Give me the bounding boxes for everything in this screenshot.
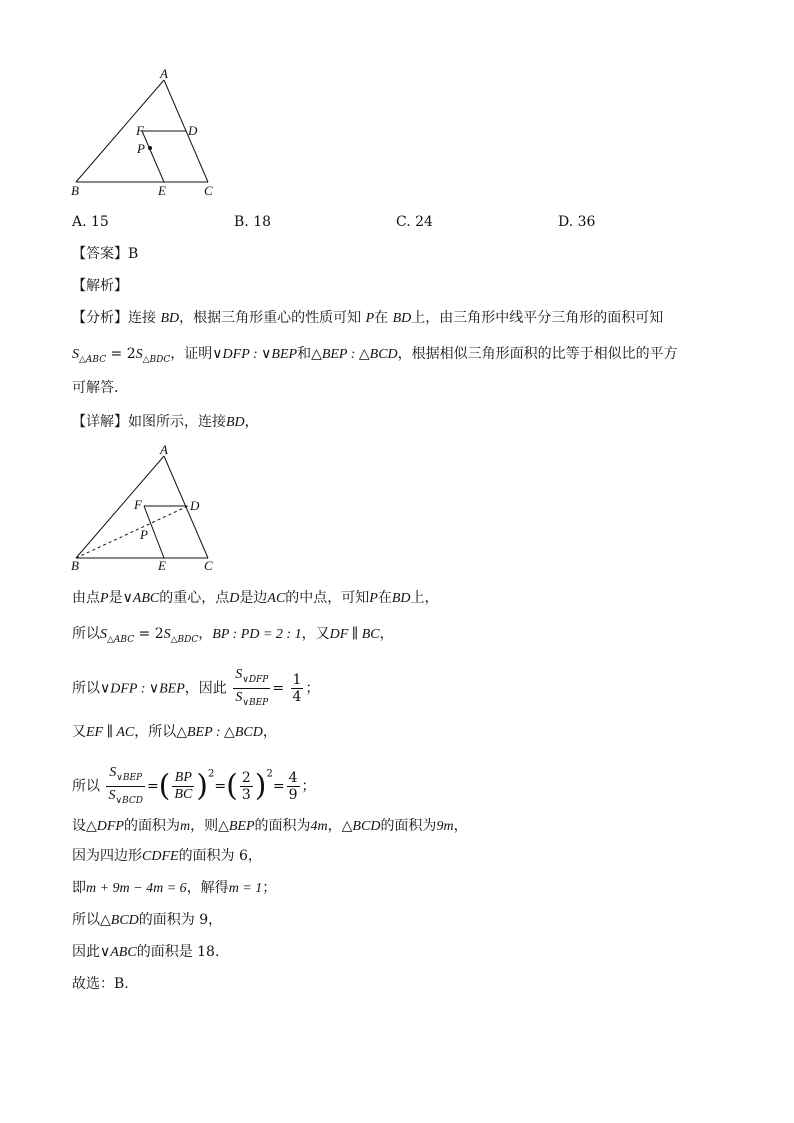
step-text: ，因此: [184, 680, 227, 697]
area-symbol: S: [72, 347, 79, 362]
label-a: A: [160, 442, 168, 457]
fenxi-tag: 【分析】: [72, 310, 128, 326]
exponent: 2: [266, 768, 273, 780]
segment-bd: BD: [226, 415, 245, 430]
equals-sign: =: [272, 778, 285, 795]
area-ratio-fraction: [106, 764, 144, 809]
area-subscript: △ABC: [79, 355, 107, 365]
left-paren: (: [158, 768, 171, 804]
denominator: 9: [288, 787, 298, 803]
step-text: ，: [327, 818, 342, 834]
step-7: [72, 846, 262, 867]
label-b: B: [71, 183, 79, 198]
step-text: 因为四边形: [72, 848, 142, 864]
step-text: ，: [379, 626, 394, 642]
figure-2-lines: [76, 456, 208, 558]
step-9: [72, 910, 222, 931]
step-text: 即: [72, 880, 86, 896]
step-10: [72, 942, 219, 963]
step-text: 所以: [72, 778, 100, 795]
step-text: 是边: [239, 590, 268, 606]
triangle-bep: △BEP: [218, 819, 255, 834]
detail-text: ，: [244, 414, 259, 430]
area-symbol: S: [163, 627, 171, 642]
ratio-expr: BP : PD = 2 : 1: [212, 627, 302, 642]
segment-ab: [76, 456, 164, 558]
numerator: 2: [241, 770, 251, 786]
parallel-expr: EF ∥ AC: [86, 725, 135, 740]
area-symbol: S: [135, 347, 143, 362]
equation-text: = 2: [106, 346, 136, 362]
analysis-line-2: [72, 344, 678, 370]
equation: m + 9m − 4m = 6: [86, 881, 187, 896]
step-text: ；: [301, 778, 316, 795]
area-ratio-fraction: [233, 666, 270, 711]
geometry-figure-2: [64, 442, 234, 578]
similarity-expr: △BEP : △BCD: [176, 725, 263, 740]
answer-value: B: [128, 246, 139, 262]
analysis-line-3: 可解答.: [72, 380, 119, 396]
step-1: [72, 588, 439, 609]
area-symbol: S: [109, 765, 117, 780]
fraction-two-thirds: [240, 770, 253, 803]
step-text: 的重心，点: [159, 590, 230, 606]
step-text: 上，: [410, 590, 439, 606]
var-m: m: [179, 819, 191, 834]
option-a: A. 15: [72, 214, 109, 230]
step-text: 的面积为: [380, 818, 437, 834]
triangle-bcd: △BCD: [341, 819, 381, 834]
analysis-tag: 【解析】: [72, 278, 128, 294]
step-text: 的面积为 9，: [138, 912, 223, 928]
step-3: [72, 666, 319, 711]
answer-line: [72, 244, 138, 264]
fenxi-text: ，根据三角形重心的性质可知: [179, 310, 362, 326]
step-text: ；: [305, 680, 320, 697]
step-text: ，: [262, 724, 277, 740]
triangle-dfp: △DFP: [86, 819, 124, 834]
equals-sign: =: [146, 778, 159, 795]
answer-tag: 【答案】: [72, 246, 128, 262]
similarity-expr: ∨DFP : ∨BEP: [212, 347, 298, 362]
parallel-expr: DF ∥ BC: [329, 627, 380, 642]
step-5: [72, 764, 316, 809]
fenxi-text: 连接: [128, 310, 156, 326]
option-b: B. 18: [234, 214, 272, 230]
label-c: C: [204, 558, 213, 573]
option-c: C. 24: [396, 214, 433, 230]
step-text: ，所以: [134, 724, 177, 740]
fraction-four-ninths: [287, 770, 300, 803]
denominator: 3: [241, 787, 251, 803]
label-f: F: [136, 123, 144, 138]
segment-ac: AC: [267, 591, 286, 606]
step-text: ，解得: [186, 880, 229, 896]
fenxi-text: 和: [297, 346, 312, 362]
expr-9m: 9m: [436, 819, 454, 834]
exponent: 2: [208, 768, 215, 780]
label-c: C: [204, 183, 213, 198]
denominator: BC: [174, 787, 193, 802]
numerator: 4: [288, 770, 298, 786]
triangle-abc: ∨ABC: [100, 945, 137, 960]
step-text: ，: [198, 626, 213, 642]
area-symbol: S: [100, 627, 107, 642]
right-paren: ): [254, 768, 267, 804]
equals-sign: =: [272, 680, 285, 697]
segment-fe: [142, 131, 164, 182]
step-text: 的面积为 6，: [178, 848, 262, 864]
numerator: BP: [172, 770, 194, 787]
fenxi-text: ，证明: [170, 346, 213, 362]
step-text: 所以: [72, 680, 100, 697]
fenxi-text: ，根据相似三角形面积的比等于相似比的平方: [397, 346, 678, 362]
similarity-expr: △BEP : △BCD: [311, 347, 398, 362]
step-text: 因此: [72, 944, 100, 960]
step-text: 所以: [72, 912, 100, 928]
point-p: P: [369, 591, 378, 606]
detail-tag: 【详解】: [72, 414, 128, 430]
denominator: 4: [292, 689, 302, 705]
detail-line: [72, 412, 259, 433]
analysis-line-1: [72, 308, 663, 329]
step-text: 的面积为: [123, 818, 180, 834]
step-text: 由点: [72, 590, 100, 606]
area-subscript: ∨BCD: [115, 796, 143, 806]
label-e: E: [158, 183, 166, 198]
option-d: D. 36: [558, 214, 596, 230]
area-subscript: △BDC: [170, 635, 199, 645]
step-text: 在: [377, 590, 392, 606]
step-text: 的面积为: [254, 818, 311, 834]
label-f: F: [134, 497, 142, 512]
step-4: [72, 722, 277, 743]
step-text: 是: [108, 590, 123, 606]
step-text: 所以: [72, 626, 100, 642]
area-subscript: △ABC: [107, 635, 135, 645]
label-e: E: [158, 558, 166, 573]
label-d: D: [190, 498, 200, 513]
area-symbol: S: [235, 690, 243, 705]
equals-sign: =: [214, 778, 227, 795]
numerator: 1: [292, 672, 302, 688]
segment-bd: BD: [160, 311, 180, 326]
triangle-abc: ∨ABC: [122, 591, 160, 606]
step-text: 又: [72, 724, 86, 740]
fraction-one-quarter: [291, 672, 304, 705]
quadrilateral-cdfe: CDFE: [142, 849, 179, 864]
step-6: [72, 816, 468, 837]
area-subscript: ∨BEP: [116, 773, 143, 783]
step-text: 的面积是 18.: [136, 944, 220, 960]
area-symbol: S: [235, 667, 243, 682]
fraction-bp-bc: [172, 770, 194, 803]
label-b: B: [71, 558, 79, 573]
equation-text: = 2: [134, 626, 164, 642]
segment-bd: BD: [391, 591, 411, 606]
step-text: 的中点，可知: [285, 590, 370, 606]
area-subscript: △BDC: [142, 355, 171, 365]
step-text: ，: [453, 818, 468, 834]
point-p: P: [100, 591, 109, 606]
solution: m = 1: [228, 881, 263, 896]
area-subscript: ∨DFP: [242, 675, 269, 685]
step-text: ；: [262, 880, 277, 896]
step-text: 设: [72, 818, 86, 834]
geometry-figure-1: [64, 64, 234, 204]
area-symbol: S: [108, 788, 116, 803]
step-8: [72, 878, 276, 899]
left-paren: (: [226, 768, 238, 804]
point-d: D: [229, 591, 240, 606]
step-text: ，则: [190, 818, 219, 834]
right-paren: ): [196, 768, 208, 804]
step-2: [72, 624, 394, 650]
triangle-bcd: △BCD: [100, 913, 139, 928]
fenxi-text: 在: [374, 310, 389, 326]
label-d: D: [188, 123, 198, 138]
label-a: A: [160, 66, 168, 81]
step-11: 故选：B.: [72, 976, 129, 992]
point-p: P: [365, 311, 375, 326]
area-subscript: ∨BEP: [242, 698, 269, 708]
similarity-expr: ∨DFP : ∨BEP: [100, 681, 185, 697]
step-text: ，又: [301, 626, 330, 642]
detail-text: 如图所示，连接: [128, 414, 226, 430]
label-p: P: [137, 141, 145, 156]
expr-4m: 4m: [310, 819, 328, 834]
dashed-segment-bd: [76, 506, 188, 558]
segment-bd: BD: [392, 311, 412, 326]
point-p-dot: [148, 146, 152, 150]
label-p: P: [140, 527, 148, 542]
fenxi-text: 上，由三角形中线平分三角形的面积可知: [411, 310, 664, 326]
